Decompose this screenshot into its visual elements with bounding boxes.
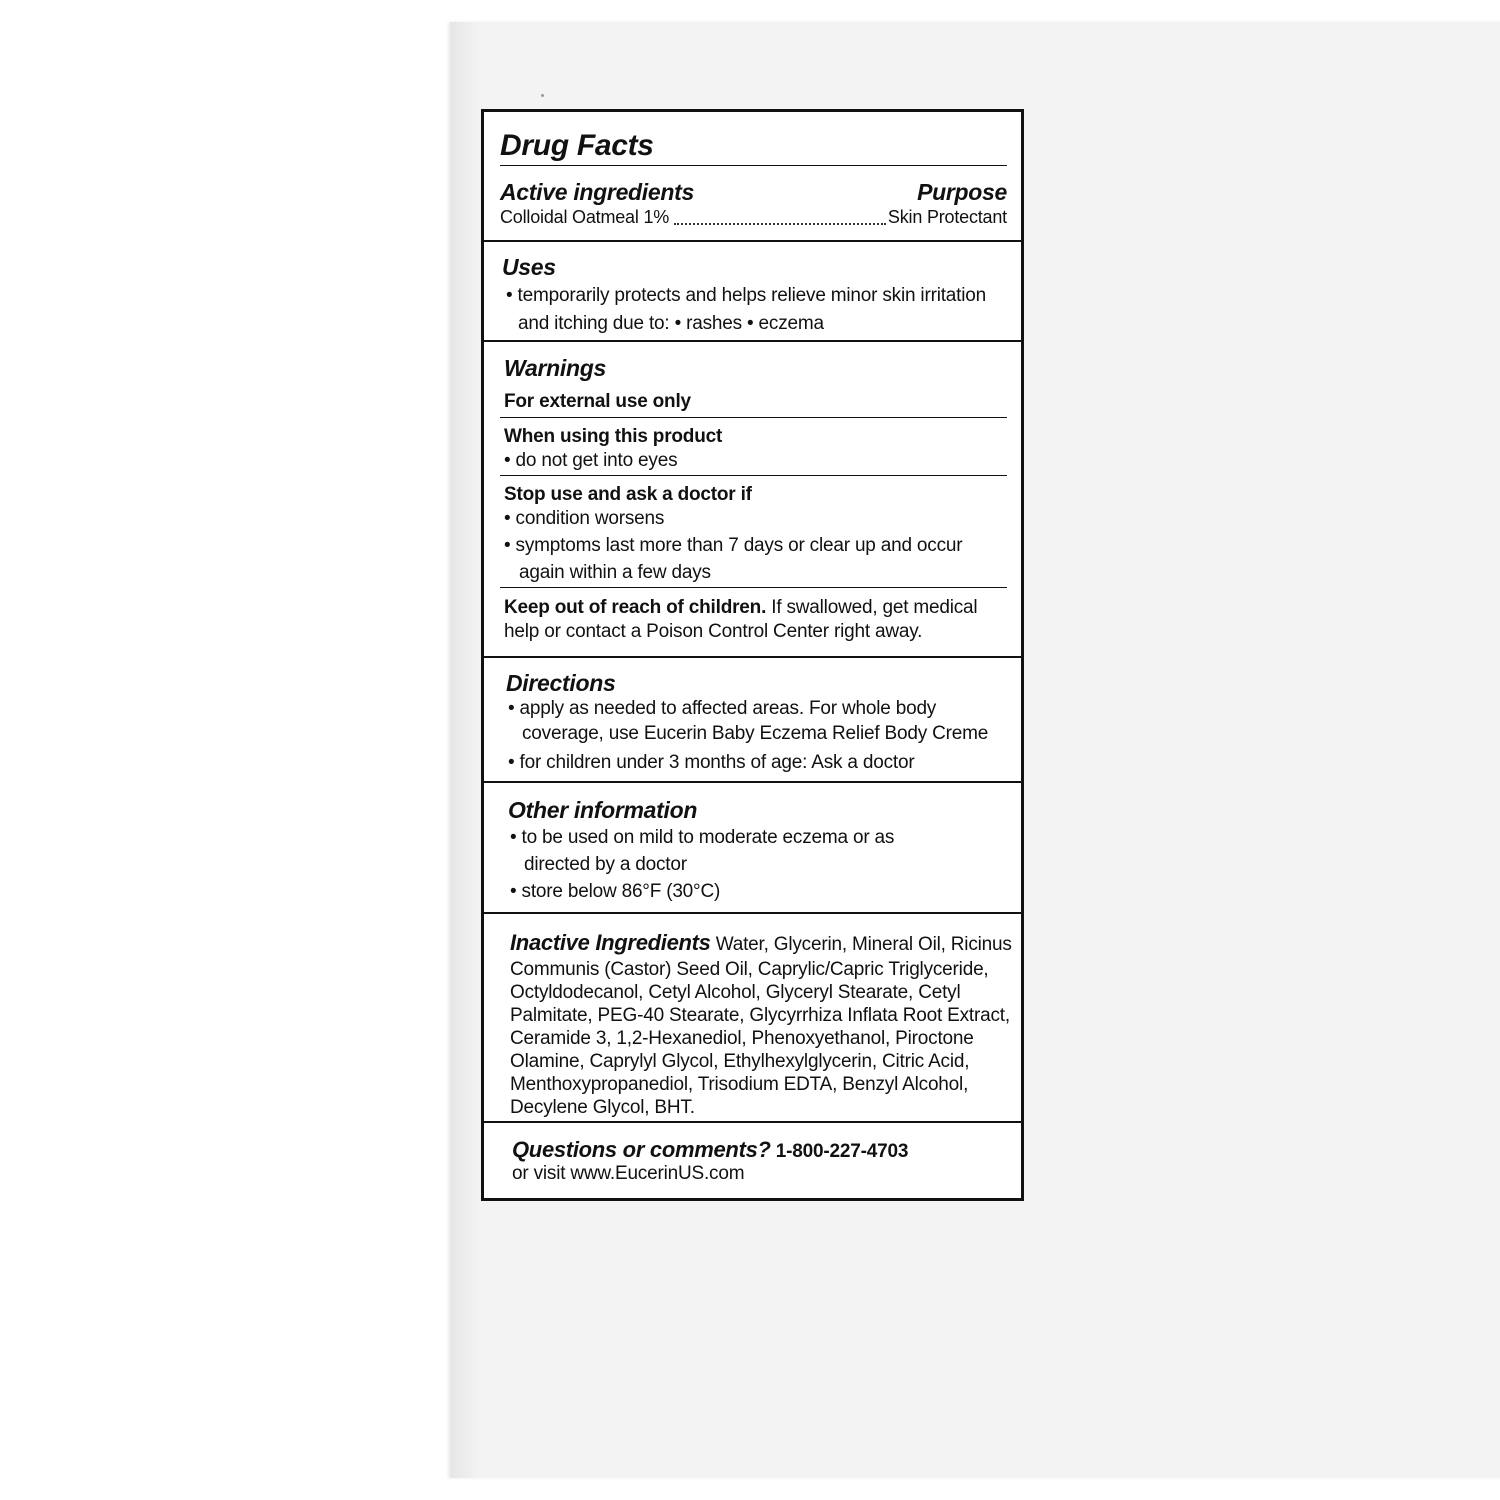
inactive-ingredients-section [484, 914, 1021, 1123]
uses-heading: Uses [502, 254, 556, 280]
active-ingredients-section [484, 112, 1021, 242]
uses-line: • temporarily protects and helps relieve minor skin irritation [506, 285, 987, 306]
warnings-rule [500, 587, 1007, 588]
directions-line: • for children under 3 months of age: Ask a doctor [508, 752, 915, 773]
questions-line [512, 1137, 908, 1163]
directions-line: coverage, use Eucerin Baby Eczema Relief Body Creme [522, 723, 989, 744]
inactive-first-line [510, 930, 1012, 956]
inactive-line: Communis (Castor) Seed Oil, Caprylic/Capric Triglyceride, [510, 959, 989, 980]
title-rule [500, 165, 1007, 166]
keep-out-bold: Keep out of reach of children. [504, 597, 767, 618]
directions-line: • apply as needed to affected areas. For whole body [508, 698, 937, 719]
panel-edge-shade [450, 22, 480, 1478]
questions-section [484, 1123, 1021, 1198]
stop-use-line: • symptoms last more than 7 days or clear up and occur [504, 535, 963, 556]
stop-use-line: • condition worsens [504, 508, 665, 529]
stop-use-heading: Stop use and ask a doctor if [504, 484, 752, 505]
warnings-rule [500, 417, 1007, 418]
inactive-line: Ceramide 3, 1,2-Hexanediol, Phenoxyethanol, Piroctone [510, 1028, 974, 1049]
questions-heading: Questions or comments? [512, 1137, 771, 1162]
directions-heading: Directions [506, 670, 616, 696]
uses-section [484, 242, 1021, 342]
other-information-line: • store below 86°F (30°C) [510, 881, 721, 902]
warnings-section [484, 342, 1021, 658]
uses-line: and itching due to: • rashes • eczema [518, 313, 824, 334]
active-ingredients-heading: Active ingredients [500, 179, 694, 205]
warnings-rule [500, 475, 1007, 476]
active-purpose: Skin Protectant [887, 207, 1007, 227]
inactive-line: Octyldodecanol, Cetyl Alcohol, Glyceryl Stearate, Cetyl [510, 982, 961, 1003]
leader-dots [674, 223, 886, 225]
inactive-line: Olamine, Caprylyl Glycol, Ethylhexylglycerin, Citric Acid, [510, 1051, 970, 1072]
other-information-heading: Other information [508, 797, 698, 823]
external-use-text: For external use only [504, 391, 691, 412]
purpose-heading: Purpose [917, 179, 1007, 205]
keep-out-rest: If swallowed, get medical [766, 597, 978, 618]
when-using-heading: When using this product [504, 426, 723, 447]
print-mark [541, 94, 544, 97]
inactive-ingredients-heading: Inactive Ingredients [510, 930, 711, 955]
inactive-first-line-rest: Water, Glycerin, Mineral Oil, Ricinus [710, 934, 1012, 955]
visit-website-text: or visit www.EucerinUS.com [512, 1163, 745, 1184]
warnings-heading: Warnings [504, 355, 606, 381]
other-information-section [484, 783, 1021, 914]
drug-facts-title: Drug Facts [500, 129, 654, 162]
active-ingredient: Colloidal Oatmeal 1% [500, 207, 670, 227]
drug-facts-label [481, 109, 1024, 1201]
when-using-line: • do not get into eyes [504, 450, 678, 471]
other-information-line: • to be used on mild to moderate eczema or as [510, 827, 895, 848]
inactive-line: Decylene Glycol, BHT. [510, 1097, 695, 1118]
phone-number: 1-800-227-4703 [775, 1141, 909, 1162]
directions-section [484, 658, 1021, 783]
other-information-line: directed by a doctor [524, 854, 687, 875]
inactive-line: Palmitate, PEG-40 Stearate, Glycyrrhiza Inflata Root Extract, [510, 1005, 1010, 1026]
keep-out-line: help or contact a Poison Control Center right away. [504, 621, 923, 642]
inactive-line: Menthoxypropanediol, Trisodium EDTA, Benzyl Alcohol, [510, 1074, 969, 1095]
keep-out-line [504, 597, 977, 619]
stop-use-line: again within a few days [519, 562, 711, 583]
